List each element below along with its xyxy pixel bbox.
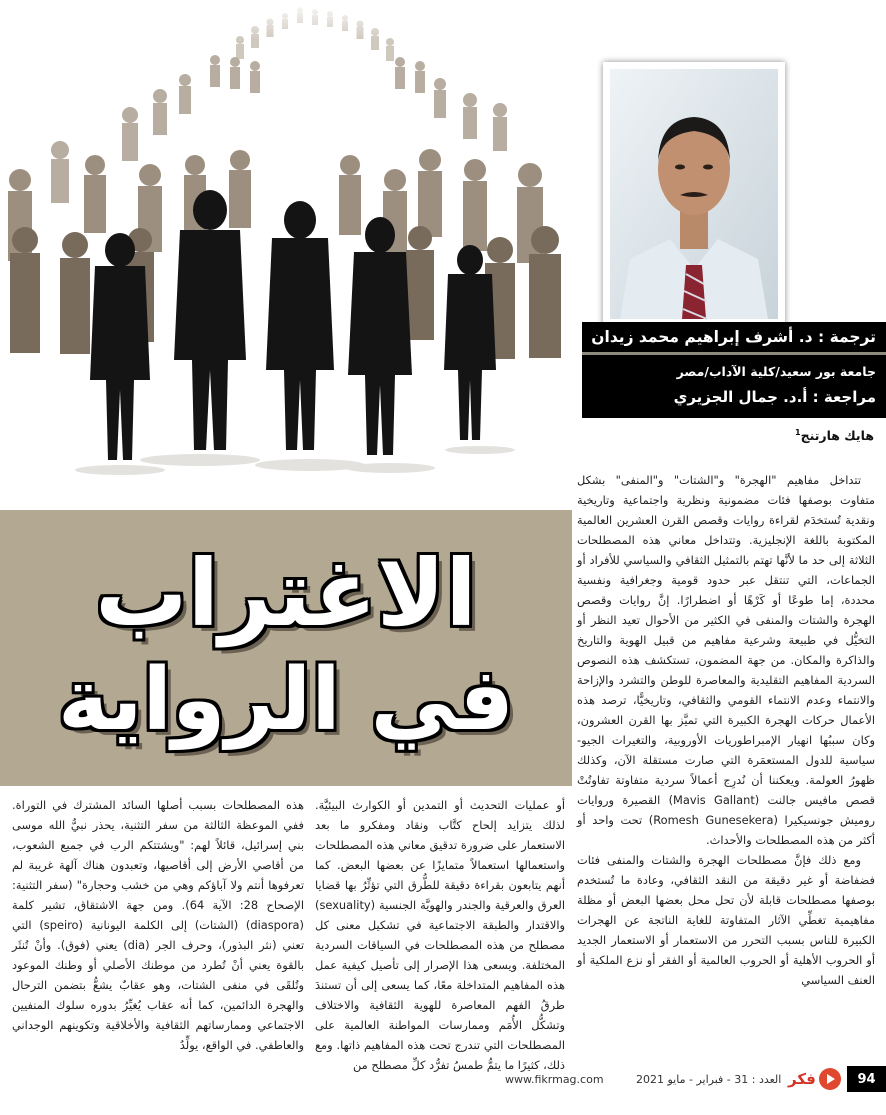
byline-divider: [582, 352, 886, 355]
play-icon: [819, 1068, 841, 1090]
text-column-left: [12, 795, 304, 1057]
reviewer-name: مراجعة : أ.د. جمال الجزيري: [673, 388, 876, 406]
translator-portrait: [603, 62, 785, 326]
paragraph: أو عمليات التحديث أو التمدين أو الكوارث البيئيَّة. لذلك يتزايد إلحاح كتَّاب ونقاد ومفكرو ما بعد الاستعمار على ضرورة تدقيق معاني هذه المصطلحات واستعمالها استعمالاً متمايزًا عن بعضها البعض. كما أنهم يتابعون بقراءة دقيقة للطُّرق التي تؤثِّرُ بها قضايا العرق والعرقية والجندر والهويَّة الجنسية (sexuality) والاقتدار والطبقة الاجتماعية في تشكيل معنى كل مصطلح من هذه المصطلحات في السياقات السردية المختلفة. ويسعى هذا الإصرار إلى تأصيل كيفية عمل هذه المفاهيم المتداخلة معًا، كما يسعى إلى أن تستندَ طرقُ الفهم المعاصرة للهوية الثقافية والاختلاف وتشكُّل الأُمَم وممارسات المواطنة العالمية على المصطلحات التي تندرج تحت هذه المفاهيم ذاتها. ومع ذلك، كثيرًا ما يتمُّ طمسُ تفرُّد كلِّ مصطلح من: [315, 798, 565, 1072]
page-number: 94: [847, 1066, 886, 1092]
article-title-line1: الاغتراب: [95, 540, 477, 647]
logo-wordmark: فكر: [788, 1070, 816, 1088]
paragraph: تتداخل مفاهيم "الهجرة" و"الشتات" و"المنفى" بشكل متفاوت بوصفها فئات مضمونية ونظرية واجتماعية وتاريخية ونقدية تُستخدَم لقراءة روايات وقصص القرن العشرين العالمية المكتوبة باللغة الإنجليزية. وتتداخل معاني هذه المصطلحات الثلاثة إلى حد ما لأنَّها تهتم بالتمثيل الثقافي والسياسي للأفراد أو الجماعات، التي تنتقل عبر حدود قومية وجغرافية ونفسية محددة، إما طوعًا أو كَرْهًا أو اضطرارًا. إنَّ روايات وقصص الهجرة والشتات والمنفى في الكثير من الأحوال تعيد النظر أو التخيُّل في طبيعة وشرعية مفاهيم من قبيل الهوية والتاريخ والذاكرة والمكان. من جهة المضمون، تستكشف هذه النصوص السردية المفاهيم التقليدية والمعاصرة للوطن والتشرد والإزاحة والانتماء وعدم الانتماء القومي والثقافي، وتاريخيًّا، ترصد هذه الأعمال حركات الهجرة الكبيرة التي تميَّز بها القرن العشرون، وكان سببُها انهيار الإمبراطوريات الأوروبية، والتغيرات الجيو-سياسية للدول المستعمَرة التي صارت مستقلة الآن، وكذلك ظهورُ العولمة. ويعكننا أن نُدرِج أعمالاً سردية متفاوتة تفاوتُتْ قصص مافيس جالنت (Mavis Gallant) القصيرة وروايات روميش جونسيكيرا (Romesh Gunesekera) تحت واحد أو أكثر من هذه المصطلحات والأحداث.: [577, 473, 875, 847]
author-footnote-mark: 1: [795, 428, 801, 437]
translator-affiliation: جامعة بور سعيد/كلية الآداب/مصر: [676, 364, 876, 379]
magazine-url[interactable]: www.fikrmag.com: [505, 1073, 604, 1086]
issue-info: العدد : 31 - فبراير - مايو 2021: [636, 1073, 782, 1086]
translator-name: ترجمة : د. أشرف إبراهيم محمد زيدان: [591, 328, 876, 346]
author-name: هايك هارتنج: [800, 428, 874, 444]
crowd-illustration: [0, 0, 570, 510]
byline-box: [582, 322, 886, 418]
magazine-logo: [788, 1066, 841, 1092]
article-title-line2: في الرواية: [58, 650, 514, 750]
text-column-right: [577, 470, 875, 1066]
original-author: [795, 428, 874, 443]
text-column-middle: [315, 795, 565, 1072]
paragraph: ومع ذلك فإنَّ مصطلحات الهجرة والشتات والمنفى فئات فضفاضة أو غير دقيقة من النقد الثقافي، وعادة ما تُستخدم بوصفها مصطلحات قابلة لأن تحل محل بعضها البعض أو مظلة مفاهيمية تغطِّي الآثار المتفاوتة للغاية الناتجة عن الهجرات الكبيرة للناس بسبب التحرر من الاستعمار أو الاستعمار الجديد أو الحروب الأهلية أو الحروب العالمية أو الفقر أو نزع الملكية أو العنف السياسي: [577, 853, 875, 987]
paragraph: هذه المصطلحات بسبب أصلها السائد المشترك في التوراة. ففي الموعظة الثالثة من سفر التثنية، يحذر نبيُّ الله موسى بني إسرائيل، قائلاً لهم: "ويشتتكم الرب في جميع الشعوب، من أقاصي الأرض إلى أقاصيها، وتعبدون هناك آلهة غريبة لم تعرفوها أنتم ولا آباؤكم وهي من خشب وحجارة" (سفر التثنية: الإصحاح 28: الآية 64). ومن جهة الاشتقاق، تشير كلمة (diaspora) (الشتات) إلى الكلمة اليونانية (speiro) التي تعني (نثر البذور)، وحرف الجر (dia) يعني (فوق). وأنْ تُنثَر بالقوة يعني أنْ تُطرد من موطنك الأصلي أو وطنك الموعود وتُلقَى في منفى الشتات، وهو عقابٌ يشعُّ بتضمن الترحال والهجرة الدائمين، كما أنه عقاب يُغيِّرُ بدوره سلوك المنفيين الاجتماعي وممارساتهم الثقافية والأخلاقية وتكوينهم الوجداني والعاطفي. في الواقع، يولِّدُ: [12, 798, 305, 1052]
